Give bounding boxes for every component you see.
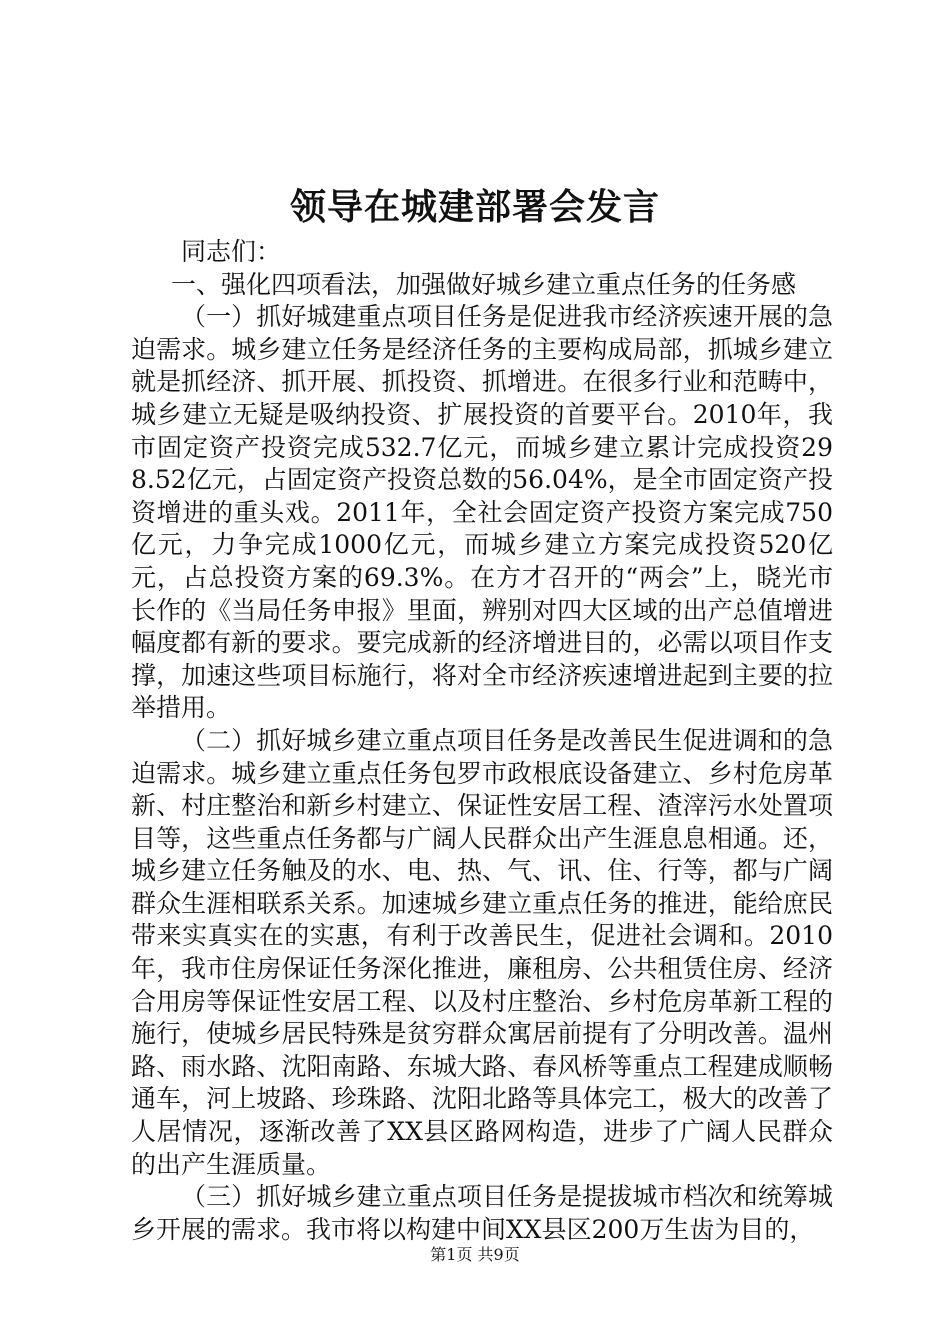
document-title: 领导在城建部署会发言 xyxy=(289,186,660,228)
salutation: 同志们： xyxy=(181,237,282,266)
document-body xyxy=(131,236,833,1246)
section-heading: 一、强化四项看法，加强做好城乡建立重点任务的任务感 xyxy=(171,269,797,299)
paragraph-1: （一）抓好城建重点项目任务是促进我市经济疾速开展的急迫需求。城乡建立任务是经济任务的主要构成局部，抓城乡建立就是抓经济、抓开展、抓投资、抓增进。在很多行业和范畴中，城乡建立无疑是吸纳投资、扩展投资的首要平台。2010年，我市固定资产投资完成532.7亿元，而城乡建立累计完成投资298.52亿元，占固定资产投资总数的56.04%，是全市固定资产投资增进的重头戏。2011年，全社会固定资产投资方案完成750亿元，力争完成1000亿元，而城乡建立方案完成投资520亿元，占总投资方案的69.3%。在方才召开的“两会”上，晓光市长作的《当局任务申报》里面，辨别对四大区域的出产总值增进幅度都有新的要求。要完成新的经济增进目的，必需以项目作支撑，加速这些项目标施行，将对全市经济疾速增进起到主要的拉举措用。 xyxy=(131,302,833,723)
paragraph-3: （三）抓好城乡建立重点项目任务是提拔城市档次和统筹城乡开展的需求。我市将以构建中间XX县区200万生齿为目的， xyxy=(131,1182,833,1244)
page-number: 第1页 共9页 xyxy=(430,1245,520,1264)
paragraph-2: （二）抓好城乡建立重点项目任务是改善民生促进调和的急迫需求。城乡建立重点任务包罗市政根底设备建立、乡村危房革新、村庄整治和新乡村建立、保证性安居工程、渣滓污水处置项目等，这些重点任务都与广阔人民群众出产生涯息息相通。还，城乡建立任务触及的水、电、热、气、讯、住、行等，都与广阔群众生涯相联系关系。加速城乡建立重点任务的推进，能给庶民带来实真实在的实惠，有利于改善民生，促进社会调和。2010年，我市住房保证任务深化推进，廉租房、公共租赁住房、经济合用房等保证性安居工程、以及村庄整治、乡村危房革新工程的施行，使城乡居民特殊是贫穷群众寓居前提有了分明改善。温州路、雨水路、沈阳南路、东城大路、春风桥等重点工程建成顺畅通车，河上坡路、珍珠路、沈阳北路等具体完工，极大的改善了人居情况，逐渐改善了XX县区路网构造，进步了广阔人民群众的出产生涯质量。 xyxy=(131,725,833,1179)
